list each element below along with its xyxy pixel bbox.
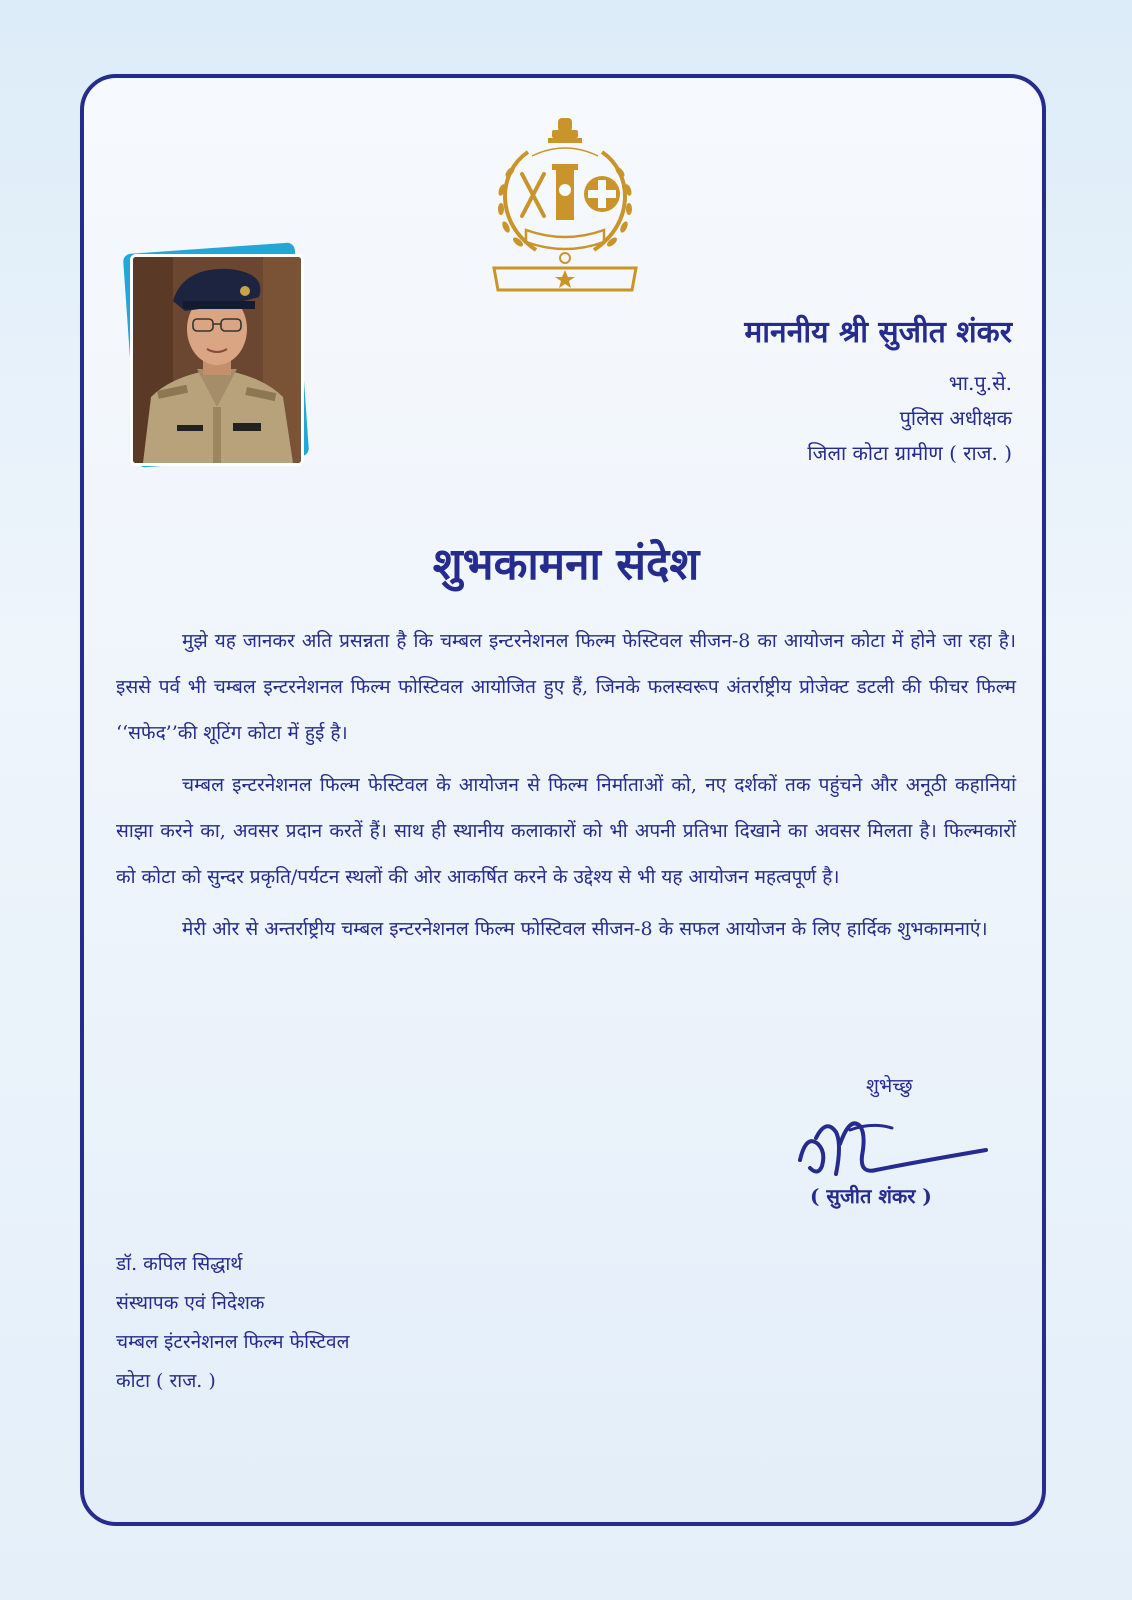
sender-district: जिला कोटा ग्रामीण ( राज. ) bbox=[807, 441, 1012, 465]
message-paragraph-2: चम्बल इन्टरनेशनल फिल्म फेस्टिवल के आयोजन से फिल्म निर्माताओं को, नए दर्शकों तक पहुंचने और अनूठी कहानियां साझा करने का, अवसर प्रदान करतें हैं। साथ ही स्थानीय कलाकारों को भी अपनी प्रतिभा दिखाने का अवसर मिलता है। फिल्मकारों को कोटा को सुन्दर प्रकृति/पर्यटन स्थलों की ओर आकर्षित करने के उद्देश्य से भी यह आयोजन महत्वपूर्ण है। bbox=[116, 774, 1016, 888]
message-body bbox=[116, 618, 1016, 958]
signer-name: ( सुजीत शंकर ) bbox=[810, 1184, 932, 1208]
addressee-role: संस्थापक एवं निदेशक bbox=[116, 1292, 265, 1314]
signature-icon bbox=[796, 1104, 996, 1184]
sender-service: भा.पु.से. bbox=[948, 371, 1012, 395]
addressee-city: कोटा ( राज. ) bbox=[116, 1370, 216, 1392]
message-heading: शुभकामना संदेश bbox=[432, 539, 700, 590]
officer-portrait-icon bbox=[130, 254, 304, 466]
sender-designation: पुलिस अधीक्षक bbox=[899, 406, 1012, 430]
sender-details bbox=[744, 310, 1012, 466]
officer-photo bbox=[124, 246, 308, 466]
closing-greeting: शुभेच्छु bbox=[866, 1075, 913, 1097]
message-paragraph-3: मेरी ओर से अन्तर्राष्ट्रीय चम्बल इन्टरनेशनल फिल्म फोस्टिवल सीजन-8 के सफल आयोजन के लिए हार्दिक शुभकामनाएं। bbox=[182, 918, 988, 940]
addressee-name: डॉ. कपिल सिद्धार्थ bbox=[116, 1253, 243, 1275]
message-paragraph-1: मुझे यह जानकर अति प्रसन्नता है कि चम्बल इन्टरनेशनल फिल्म फेस्टिवल सीजन-8 का आयोजन कोटा में होने जा रहा है। इससे पर्व भी चम्बल इन्टरनेशनल फिल्म फोस्टिवल आयोजित हुए हैं, जिनके फलस्वरूप अंतर्राष्ट्रीय प्रोजेक्ट डटली की फीचर फिल्म ‘‘सफेद’’की शूटिंग कोटा में हुई है। bbox=[116, 630, 1016, 744]
addressee-block bbox=[116, 1250, 350, 1406]
addressee-organization: चम्बल इंटरनेशनल फिल्म फेस्टिवल bbox=[116, 1331, 350, 1353]
sender-name: माननीय श्री सुजीत शंकर bbox=[744, 315, 1012, 350]
signature-block bbox=[796, 1075, 996, 1232]
rajasthan-police-emblem-icon bbox=[488, 112, 642, 302]
